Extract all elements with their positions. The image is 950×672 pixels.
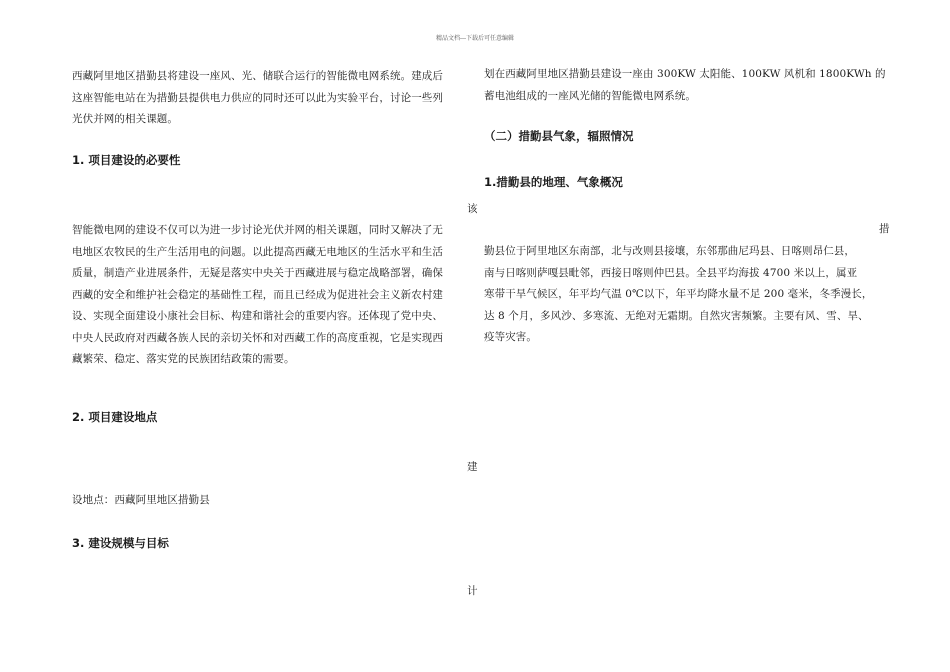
text-line: 质量，制造产业进展条件，无疑是落实中央关于西藏进展与稳定战略部署，确保 [72,267,443,279]
page-header: 精品文档---下载后可任意编辑 [435,35,515,42]
scale-paragraph [484,64,894,107]
section-heading-weather: （二）措勤县气象，辐照情况 [484,129,634,143]
section-heading-location: 2. 项目建设地点 [72,410,158,424]
text-line: 勤县位于阿里地区东南部，北与改则县接壤，东邻那曲尼玛县、日喀则昂仁县， [484,245,855,257]
text-line: 蓄电池组成的一座风光储的智能微电网系统。 [484,89,696,102]
text-line: 西藏的安全和维护社会稳定的基础性工程，而且已经成为促进社会主义新农村建 [72,288,443,301]
text-line: 寒带干旱气候区，年平均气温 0℃以下，年平均降水量不足 200 毫米，冬季漫长， [484,288,873,300]
dropcap-char: 建 [467,461,478,473]
text-line: 南与日喀则萨嘎县毗邻，西接日喀则仲巴县。全县平均海拔 4700 米以上，属亚 [484,266,858,279]
necessity-paragraph [72,220,472,371]
text-line: 西藏阿里地区措勤县将建设一座风、光、储联合运行的智能微电网系统。建成后 [72,70,443,82]
dropcap-char: 该 [467,203,478,215]
location-line: 设地点：西藏阿里地区措勤县 [72,494,210,506]
text-line: 光伏并网的相关课题。 [72,113,178,125]
text-line: 疫等灾害。 [484,331,537,343]
text-line: 划在西藏阿里地区措勤县建设一座由 300KW 太阳能、100KW 风机和 1800KWh 的 [484,68,886,80]
intro-paragraph [72,66,472,131]
geography-paragraph [484,241,894,349]
text-line: 藏繁荣、稳定、落实党的民族团结政策的需要。 [72,353,295,365]
text-line: 电地区农牧民的生产生活用电的问题。以此提高西藏无电地区的生活水平和生活 [72,245,443,258]
text-line: 智能微电网的建设不仅可以为进一步讨论光伏并网的相关课题，同时又解决了无 [72,224,443,236]
text-line: 设、实现全面建设小康社会目标、构建和谐社会的重要内容。还体现了党中央、 [72,310,443,322]
text-line: 中央人民政府对西藏各族人民的亲切关怀和对西藏工作的高度重视，它是实现西 [72,331,443,344]
subheading-geography: 1.措勤县的地理、气象概况 [484,175,623,189]
text-line: 达 8 个月，多风沙、多寒流、无绝对无霜期。自然灾害频繁。主要有风、雪、旱、 [484,309,869,322]
text-line: 这座智能电站在为措勤县提供电力供应的同时还可以此为实验平台，讨论一些列 [72,91,443,104]
section-heading-necessity: 1. 项目建设的必要性 [72,153,181,167]
dropcap-char: 措 [879,223,890,235]
dropcap-char: 计 [467,585,478,597]
section-heading-scale: 3. 建设规模与目标 [72,536,169,550]
